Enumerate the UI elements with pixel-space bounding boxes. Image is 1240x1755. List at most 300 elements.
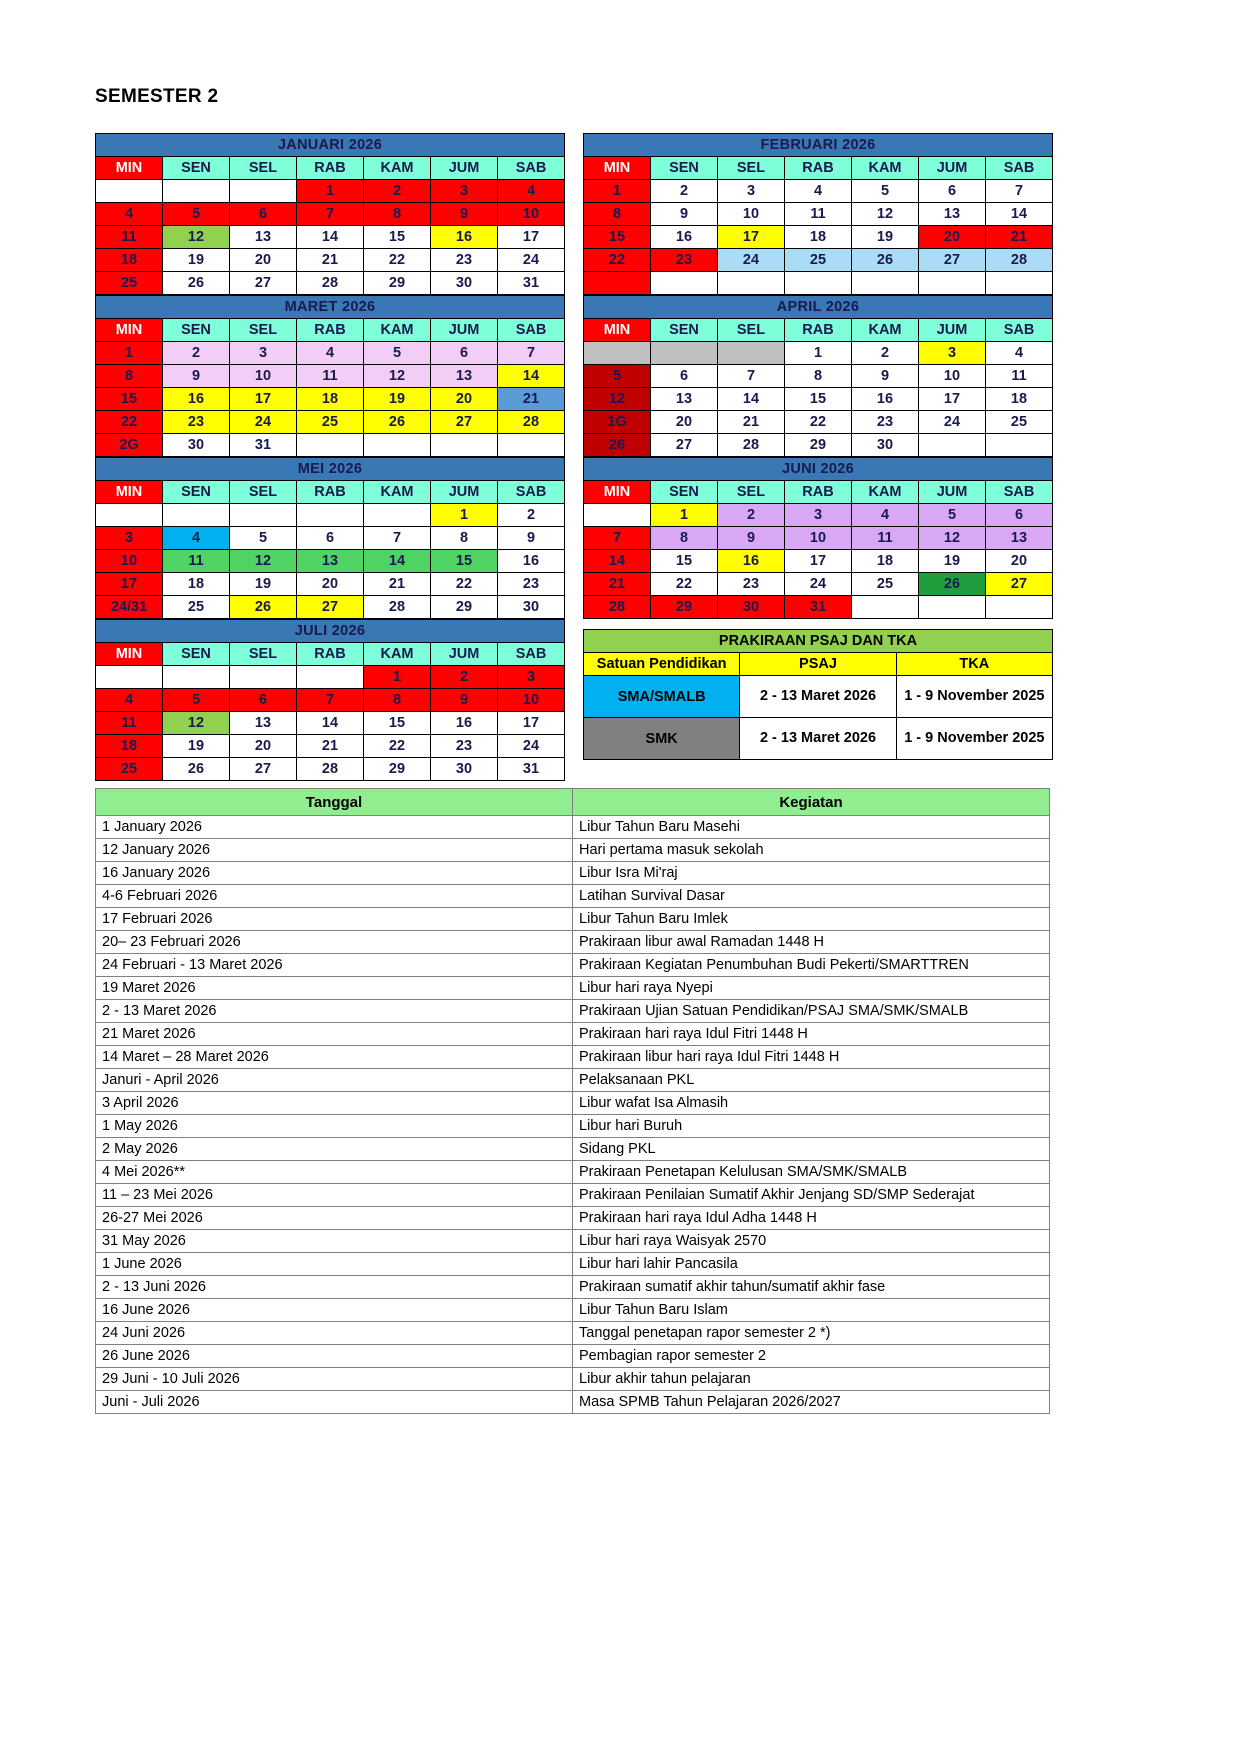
day-cell: 1 xyxy=(297,180,364,203)
day-cell: 26 xyxy=(852,249,919,272)
month-block-juli xyxy=(95,619,565,781)
week-row xyxy=(96,411,565,434)
table-row xyxy=(96,862,1050,885)
month-title-row xyxy=(584,458,1053,481)
day-cell-empty xyxy=(297,434,364,457)
day-cell: 9 xyxy=(852,365,919,388)
day-cell: 2 xyxy=(364,180,431,203)
day-cell: 12 xyxy=(163,226,230,249)
day-cell: 10 xyxy=(718,203,785,226)
day-cell: 10 xyxy=(498,689,565,712)
event-activity: Libur Tahun Baru Masehi xyxy=(573,816,1050,839)
table-row xyxy=(96,1345,1050,1368)
day-cell: 21 xyxy=(297,249,364,272)
day-cell: 20 xyxy=(986,550,1053,573)
dow-header-min: MIN xyxy=(584,319,651,342)
week-row xyxy=(96,527,565,550)
day-cell: 7 xyxy=(364,527,431,550)
week-row xyxy=(96,550,565,573)
week-row xyxy=(584,504,1053,527)
event-activity: Prakiraan Kegiatan Penumbuhan Budi Pekerti/SMARTTREN xyxy=(573,954,1050,977)
day-cell-empty xyxy=(919,434,986,457)
event-date: 4-6 Februari 2026 xyxy=(96,885,573,908)
dow-header-rab: RAB xyxy=(297,319,364,342)
dow-header-sab: SAB xyxy=(498,481,565,504)
day-cell-empty xyxy=(651,272,718,295)
day-cell: 13 xyxy=(919,203,986,226)
day-cell-empty xyxy=(584,272,651,295)
events-header-kegiatan: Kegiatan xyxy=(573,789,1050,816)
day-cell: 2 xyxy=(651,180,718,203)
event-date: 11 – 23 Mei 2026 xyxy=(96,1184,573,1207)
day-cell: 14 xyxy=(498,365,565,388)
month-block-april xyxy=(583,295,1053,457)
day-cell: 12 xyxy=(230,550,297,573)
day-cell: 27 xyxy=(431,411,498,434)
day-cell: 30 xyxy=(498,596,565,619)
psaj-value-smk-psaj: 2 - 13 Maret 2026 xyxy=(740,718,896,760)
day-cell: 31 xyxy=(498,272,565,295)
day-cell: 3 xyxy=(919,342,986,365)
day-cell: 21 xyxy=(718,411,785,434)
day-cell-empty xyxy=(584,504,651,527)
week-row xyxy=(584,434,1053,457)
day-cell: 16 xyxy=(498,550,565,573)
table-row xyxy=(96,931,1050,954)
table-row xyxy=(96,1207,1050,1230)
day-cell: 9 xyxy=(163,365,230,388)
day-cell-empty xyxy=(230,180,297,203)
dow-header-sel: SEL xyxy=(230,157,297,180)
day-cell: 3 xyxy=(96,527,163,550)
day-of-week-row xyxy=(584,319,1053,342)
day-cell: 1 xyxy=(364,666,431,689)
week-row xyxy=(96,365,565,388)
day-cell: 3 xyxy=(785,504,852,527)
event-activity: Libur hari raya Waisyak 2570 xyxy=(573,1230,1050,1253)
table-row xyxy=(96,1391,1050,1414)
month-table-februari xyxy=(583,133,1053,295)
day-cell-empty xyxy=(919,596,986,619)
day-cell: 14 xyxy=(986,203,1053,226)
day-cell: 9 xyxy=(651,203,718,226)
month-block-mei xyxy=(95,457,565,619)
month-title-row xyxy=(96,458,565,481)
day-cell: 11 xyxy=(96,712,163,735)
event-activity: Libur akhir tahun pelajaran xyxy=(573,1368,1050,1391)
day-cell: 29 xyxy=(785,434,852,457)
dow-header-rab: RAB xyxy=(785,157,852,180)
day-cell-empty xyxy=(584,342,651,365)
dow-header-jum: JUM xyxy=(919,481,986,504)
day-cell: 25 xyxy=(297,411,364,434)
week-row xyxy=(584,249,1053,272)
month-table-maret xyxy=(95,295,565,457)
dow-header-rab: RAB xyxy=(785,319,852,342)
table-row xyxy=(96,1000,1050,1023)
day-of-week-row xyxy=(584,481,1053,504)
day-cell: 15 xyxy=(651,550,718,573)
dow-header-kam: KAM xyxy=(852,319,919,342)
events-header-tanggal: Tanggal xyxy=(96,789,573,816)
day-cell: 8 xyxy=(584,203,651,226)
day-cell-empty xyxy=(163,666,230,689)
day-cell: 17 xyxy=(96,573,163,596)
event-date: 21 Maret 2026 xyxy=(96,1023,573,1046)
day-cell: 18 xyxy=(96,735,163,758)
day-cell: 31 xyxy=(498,758,565,781)
day-cell: 5 xyxy=(919,504,986,527)
day-cell: 8 xyxy=(96,365,163,388)
day-cell: 15 xyxy=(96,388,163,411)
day-cell: 3 xyxy=(230,342,297,365)
table-row xyxy=(96,1023,1050,1046)
dow-header-jum: JUM xyxy=(431,643,498,666)
table-row xyxy=(96,1046,1050,1069)
day-cell-empty xyxy=(986,272,1053,295)
event-activity: Libur hari Buruh xyxy=(573,1115,1050,1138)
dow-header-sab: SAB xyxy=(498,643,565,666)
day-cell: 1 xyxy=(584,180,651,203)
day-cell: 27 xyxy=(651,434,718,457)
event-activity: Prakiraan libur awal Ramadan 1448 H xyxy=(573,931,1050,954)
month-title: FEBRUARI 2026 xyxy=(584,134,1053,157)
day-cell: 11 xyxy=(163,550,230,573)
table-row xyxy=(96,1368,1050,1391)
day-cell-empty xyxy=(364,434,431,457)
psaj-header-row xyxy=(584,653,1053,676)
dow-header-sen: SEN xyxy=(163,643,230,666)
day-cell: 18 xyxy=(163,573,230,596)
month-table-juni xyxy=(583,457,1053,619)
day-cell: 16 xyxy=(718,550,785,573)
table-row xyxy=(96,1069,1050,1092)
dow-header-sel: SEL xyxy=(230,319,297,342)
day-cell: 14 xyxy=(297,226,364,249)
event-date: 17 Februari 2026 xyxy=(96,908,573,931)
event-date: 2 - 13 Maret 2026 xyxy=(96,1000,573,1023)
dow-header-sen: SEN xyxy=(651,319,718,342)
day-cell: 23 xyxy=(163,411,230,434)
day-cell: 9 xyxy=(431,203,498,226)
day-cell: 17 xyxy=(498,226,565,249)
day-cell: 24 xyxy=(498,735,565,758)
week-row xyxy=(584,388,1053,411)
day-cell: 24 xyxy=(498,249,565,272)
psaj-value-smk-tka: 1 - 9 November 2025 xyxy=(896,718,1052,760)
event-activity: Pembagian rapor semester 2 xyxy=(573,1345,1050,1368)
event-date: 12 January 2026 xyxy=(96,839,573,862)
dow-header-min: MIN xyxy=(584,157,651,180)
day-cell: 5 xyxy=(163,203,230,226)
dow-header-sab: SAB xyxy=(986,319,1053,342)
events-body xyxy=(96,816,1050,1414)
week-row xyxy=(584,365,1053,388)
event-date: 14 Maret – 28 Maret 2026 xyxy=(96,1046,573,1069)
day-cell: 19 xyxy=(163,249,230,272)
day-cell: 4 xyxy=(986,342,1053,365)
month-block-februari xyxy=(583,133,1053,295)
dow-header-sab: SAB xyxy=(986,157,1053,180)
day-cell: 8 xyxy=(785,365,852,388)
day-cell: 26 xyxy=(364,411,431,434)
week-row xyxy=(584,596,1053,619)
day-cell: 21 xyxy=(297,735,364,758)
dow-header-sab: SAB xyxy=(986,481,1053,504)
day-cell: 6 xyxy=(986,504,1053,527)
day-cell: 28 xyxy=(584,596,651,619)
day-cell: 4 xyxy=(163,527,230,550)
month-title: MEI 2026 xyxy=(96,458,565,481)
week-row xyxy=(96,712,565,735)
day-cell: 22 xyxy=(431,573,498,596)
day-cell: 21 xyxy=(584,573,651,596)
day-cell: 13 xyxy=(431,365,498,388)
day-cell: 31 xyxy=(230,434,297,457)
month-title: JANUARI 2026 xyxy=(96,134,565,157)
day-cell: 28 xyxy=(364,596,431,619)
calendar-row-3 xyxy=(95,457,1145,619)
day-cell-empty xyxy=(785,272,852,295)
day-cell: 12 xyxy=(919,527,986,550)
day-cell: 7 xyxy=(718,365,785,388)
event-activity: Prakiraan Penilaian Sumatif Akhir Jenjang SD/SMP Sederajat xyxy=(573,1184,1050,1207)
day-cell: 16 xyxy=(431,226,498,249)
day-cell: 19 xyxy=(163,735,230,758)
day-cell: 19 xyxy=(230,573,297,596)
psaj-row-sma xyxy=(584,676,1053,718)
day-cell: 20 xyxy=(431,388,498,411)
psaj-title-row xyxy=(584,630,1053,653)
day-cell: 17 xyxy=(498,712,565,735)
week-row xyxy=(96,666,565,689)
day-cell: 14 xyxy=(364,550,431,573)
calendar-row-4 xyxy=(95,619,1145,781)
month-title-row xyxy=(96,296,565,319)
day-cell: 30 xyxy=(718,596,785,619)
events-table-wrap xyxy=(95,788,1050,1414)
day-cell: 19 xyxy=(364,388,431,411)
month-block-maret xyxy=(95,295,565,457)
day-cell: 18 xyxy=(96,249,163,272)
day-cell: 9 xyxy=(718,527,785,550)
day-cell-empty xyxy=(852,596,919,619)
day-cell: 26 xyxy=(163,272,230,295)
day-cell: 12 xyxy=(584,388,651,411)
day-cell: 29 xyxy=(651,596,718,619)
day-cell: 24 xyxy=(919,411,986,434)
day-cell: 13 xyxy=(297,550,364,573)
day-of-week-row xyxy=(584,157,1053,180)
dow-header-sab: SAB xyxy=(498,157,565,180)
event-date: 2 May 2026 xyxy=(96,1138,573,1161)
week-row xyxy=(96,226,565,249)
day-cell-empty xyxy=(498,434,565,457)
day-cell: 11 xyxy=(852,527,919,550)
dow-header-sen: SEN xyxy=(651,481,718,504)
dow-header-sel: SEL xyxy=(230,481,297,504)
week-row xyxy=(584,550,1053,573)
day-cell: 15 xyxy=(584,226,651,249)
day-cell-empty xyxy=(96,504,163,527)
dow-header-kam: KAM xyxy=(852,481,919,504)
day-cell: 4 xyxy=(498,180,565,203)
week-row xyxy=(96,388,565,411)
day-cell: 20 xyxy=(297,573,364,596)
dow-header-kam: KAM xyxy=(364,319,431,342)
day-cell-empty xyxy=(163,504,230,527)
event-activity: Prakiraan sumatif akhir tahun/sumatif akhir fase xyxy=(573,1276,1050,1299)
day-cell: 8 xyxy=(431,527,498,550)
day-cell: 24/31 xyxy=(96,596,163,619)
day-cell: 25 xyxy=(163,596,230,619)
month-title-row xyxy=(584,134,1053,157)
dow-header-sel: SEL xyxy=(718,481,785,504)
table-row xyxy=(96,954,1050,977)
event-date: 16 June 2026 xyxy=(96,1299,573,1322)
psaj-row-smk xyxy=(584,718,1053,760)
day-cell: 10 xyxy=(919,365,986,388)
day-cell: 22 xyxy=(364,735,431,758)
month-title-row xyxy=(584,296,1053,319)
day-cell: 1G xyxy=(584,411,651,434)
dow-header-min: MIN xyxy=(96,157,163,180)
psaj-unit-smk: SMK xyxy=(584,718,740,760)
day-cell: 27 xyxy=(230,272,297,295)
dow-header-kam: KAM xyxy=(364,643,431,666)
day-cell: 20 xyxy=(230,249,297,272)
day-cell: 30 xyxy=(431,272,498,295)
event-date: 20– 23 Februari 2026 xyxy=(96,931,573,954)
event-activity: Masa SPMB Tahun Pelajaran 2026/2027 xyxy=(573,1391,1050,1414)
day-cell: 11 xyxy=(297,365,364,388)
week-row xyxy=(96,203,565,226)
week-row xyxy=(584,573,1053,596)
day-cell: 18 xyxy=(297,388,364,411)
day-cell: 19 xyxy=(852,226,919,249)
day-cell: 25 xyxy=(986,411,1053,434)
dow-header-rab: RAB xyxy=(297,157,364,180)
week-row xyxy=(584,226,1053,249)
month-table-juli xyxy=(95,619,565,781)
day-cell: 6 xyxy=(651,365,718,388)
day-cell: 26 xyxy=(230,596,297,619)
event-activity: Libur Isra Mi'raj xyxy=(573,862,1050,885)
event-date: 16 January 2026 xyxy=(96,862,573,885)
day-cell: 25 xyxy=(785,249,852,272)
day-cell: 4 xyxy=(852,504,919,527)
week-row xyxy=(96,689,565,712)
dow-header-rab: RAB xyxy=(785,481,852,504)
event-date: 26 June 2026 xyxy=(96,1345,573,1368)
event-activity: Tanggal penetapan rapor semester 2 *) xyxy=(573,1322,1050,1345)
day-cell: 20 xyxy=(230,735,297,758)
day-cell: 11 xyxy=(986,365,1053,388)
day-cell: 22 xyxy=(364,249,431,272)
day-cell: 2 xyxy=(163,342,230,365)
event-date: 1 January 2026 xyxy=(96,816,573,839)
day-cell: 29 xyxy=(364,272,431,295)
day-cell: 27 xyxy=(230,758,297,781)
day-cell: 28 xyxy=(297,272,364,295)
event-date: 1 May 2026 xyxy=(96,1115,573,1138)
day-cell: 12 xyxy=(364,365,431,388)
table-row xyxy=(96,1161,1050,1184)
day-cell-empty xyxy=(852,272,919,295)
day-cell: 11 xyxy=(785,203,852,226)
month-title: MARET 2026 xyxy=(96,296,565,319)
day-cell: 2 xyxy=(718,504,785,527)
event-activity: Libur Tahun Baru Islam xyxy=(573,1299,1050,1322)
day-cell: 18 xyxy=(785,226,852,249)
day-cell: 23 xyxy=(718,573,785,596)
week-row xyxy=(584,272,1053,295)
table-row xyxy=(96,1322,1050,1345)
day-cell: 7 xyxy=(297,689,364,712)
day-cell: 5 xyxy=(364,342,431,365)
day-cell: 7 xyxy=(584,527,651,550)
calendar-row-1 xyxy=(95,133,1145,295)
dow-header-jum: JUM xyxy=(431,481,498,504)
day-cell: 6 xyxy=(230,203,297,226)
psaj-tka-table xyxy=(583,629,1053,760)
day-cell: 15 xyxy=(785,388,852,411)
day-cell: 7 xyxy=(297,203,364,226)
table-row xyxy=(96,1184,1050,1207)
event-activity: Prakiraan Ujian Satuan Pendidikan/PSAJ SMA/SMK/SMALB xyxy=(573,1000,1050,1023)
day-cell: 21 xyxy=(364,573,431,596)
day-cell: 21 xyxy=(986,226,1053,249)
dow-header-sab: SAB xyxy=(498,319,565,342)
psaj-value-sma-psaj: 2 - 13 Maret 2026 xyxy=(740,676,896,718)
calendar-row-2 xyxy=(95,295,1145,457)
day-cell: 3 xyxy=(718,180,785,203)
table-row xyxy=(96,1092,1050,1115)
day-cell: 1 xyxy=(651,504,718,527)
day-cell: 11 xyxy=(96,226,163,249)
day-cell: 19 xyxy=(919,550,986,573)
day-cell: 22 xyxy=(651,573,718,596)
event-activity: Prakiraan libur hari raya Idul Fitri 1448 H xyxy=(573,1046,1050,1069)
dow-header-rab: RAB xyxy=(297,643,364,666)
day-cell: 1 xyxy=(96,342,163,365)
day-cell: 14 xyxy=(584,550,651,573)
day-cell: 26 xyxy=(163,758,230,781)
event-date: 29 Juni - 10 Juli 2026 xyxy=(96,1368,573,1391)
day-cell-empty xyxy=(651,342,718,365)
month-block-januari xyxy=(95,133,565,295)
event-activity: Pelaksanaan PKL xyxy=(573,1069,1050,1092)
day-cell: 24 xyxy=(230,411,297,434)
day-cell: 31 xyxy=(785,596,852,619)
day-cell: 13 xyxy=(230,712,297,735)
day-cell: 25 xyxy=(96,758,163,781)
day-cell: 17 xyxy=(785,550,852,573)
event-date: 31 May 2026 xyxy=(96,1230,573,1253)
day-cell-empty xyxy=(297,666,364,689)
day-cell: 8 xyxy=(364,689,431,712)
day-cell-empty xyxy=(230,666,297,689)
event-date: 24 Februari - 13 Maret 2026 xyxy=(96,954,573,977)
day-cell: 28 xyxy=(297,758,364,781)
day-cell: 15 xyxy=(431,550,498,573)
day-cell: 28 xyxy=(718,434,785,457)
dow-header-sel: SEL xyxy=(230,643,297,666)
dow-header-rab: RAB xyxy=(297,481,364,504)
day-cell: 4 xyxy=(96,203,163,226)
event-activity: Sidang PKL xyxy=(573,1138,1050,1161)
day-cell: 24 xyxy=(718,249,785,272)
